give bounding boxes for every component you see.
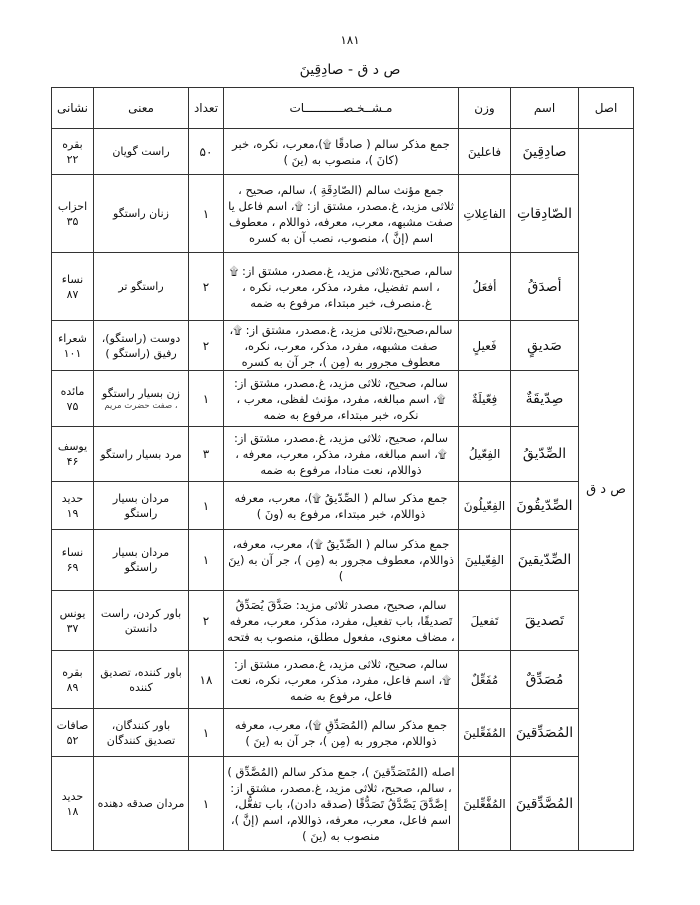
meaning-note: ، صفت حضرت مریم (104, 400, 178, 411)
word-cell: مُصَدِّقٌ (511, 651, 579, 709)
count-cell: ۲ (189, 253, 224, 321)
meaning-text: مردان بسیار راستگو (112, 491, 170, 520)
ref-name: نساء (61, 546, 84, 559)
wazn-cell: الفاعِلاتِ (459, 175, 511, 253)
word-cell: الصِّدّیقینَ (511, 530, 579, 591)
count-cell: ۳ (189, 427, 224, 482)
table-row (52, 253, 634, 321)
header-row (52, 88, 634, 129)
header-root: اصل (579, 88, 634, 129)
ref-name: بقره ۲۲ (62, 137, 83, 166)
ref-number: ۴۶ (66, 455, 79, 468)
ref-cell (52, 371, 94, 427)
wazn-cell: فاعلینَ (459, 129, 511, 175)
table-row (52, 175, 634, 253)
meaning-text: باور کنندگان، تصدیق کنندگان (106, 718, 176, 747)
ref-number: ۵۲ (66, 733, 79, 747)
meaning-cell (94, 129, 189, 175)
desc-cell: سالم، صحیح، مصدر ثلاثی مزید: صَدَّقَ یُصَدِّقُ تَصدیقًا، باب تفعیل، مفرد، مذکر، معرب، معرفه ، مضاف معنوی، مفعول مطلق، منصوب به فتحه (224, 591, 459, 651)
ref-cell (52, 757, 94, 851)
ref-cell (52, 427, 94, 482)
ref-number: ۱۹ (66, 506, 79, 520)
word-cell: صادِقِینَ (511, 129, 579, 175)
table-row (52, 651, 634, 709)
meaning-cell (94, 175, 189, 253)
word-cell: صِدّیقَةٌ (511, 371, 579, 427)
desc-cell: سالم،صحیح،ثلاثی مزید، غ.مصدر، مشتق از: ۩، صفت مشبهه، مفرد، مذکر، معرب، نکره، معطوف مجرور به (مِن )، جر آن به کسره (224, 321, 459, 371)
word-cell: أصدَقُ (511, 253, 579, 321)
root-cell: ص د ق (579, 129, 634, 851)
ref-name: یونس (59, 606, 86, 620)
ref-name: شعراء (58, 331, 87, 345)
meaning-cell (94, 253, 189, 321)
count-cell: ۱ (189, 482, 224, 530)
desc-cell: جمع مذکر سالم (المُصَدِّقِ ۩)، معرب، معرفه ذواللام، مجرور به (مِن )، جر آن به (ینَ ) (224, 709, 459, 757)
desc-cell: اصله (المُتَصَدِّقینَ )، جمع مذکر سالم (المُصَّدِّق ) ، سالم، صحیح، ثلاثی مزید، غ.مصدر، مشتق از: إصَّدَّقَ یَصَّدَّقُ تَصَدُّقًا (صدقه دادن)، باب تفعُّل، اسم فاعل، معرب، معرفه، ذواللام، اسم (إنَّ )، منصوب به (ینَ ) (224, 757, 459, 851)
wazn-cell: الفِعّیلُونَ (459, 482, 511, 530)
ref-number: ۳۵ (66, 214, 79, 228)
meaning-cell (94, 530, 189, 591)
meaning-cell (94, 757, 189, 851)
desc-cell: سالم، صحیح، ثلاثی مزید، غ.مصدر، مشتق از: ۩، اسم فاعل، مفرد، مذکر، معرب، نکره، نعت فاعل، مرفوع به ضمه (224, 651, 459, 709)
wazn-cell: تَفعیلَ (459, 591, 511, 651)
count-cell: ۱ (189, 709, 224, 757)
table-row (52, 482, 634, 530)
header-meaning: معنی (94, 88, 189, 129)
table-row (52, 371, 634, 427)
count-cell: ۱۸ (189, 651, 224, 709)
word-cell: الصّادِقاتِ (511, 175, 579, 253)
ref-name: بقره ۸۹ (62, 665, 83, 694)
meaning-text: مردان بسیار راستگو (112, 546, 170, 574)
desc-cell: جمع مذکر سالم ( الصِّدّیقُ ۩)، معرب، معرفه، ذواللام، معطوف مجرور به (مِن )، جر آن به (ینَ ) (224, 530, 459, 591)
meaning-text: زنان راستگو (113, 207, 169, 220)
ref-name: نساء (61, 272, 84, 286)
meaning-cell (94, 427, 189, 482)
page-number: ۱۸۱ (340, 33, 360, 47)
table-row (52, 427, 634, 482)
wazn-cell: المُفَعِّلینَ (459, 709, 511, 757)
ref-cell (52, 175, 94, 253)
table-row (52, 530, 634, 591)
ref-name: مائده (60, 384, 85, 398)
ref-cell (52, 651, 94, 709)
header-count: تعداد (189, 88, 224, 129)
meaning-cell (94, 321, 189, 371)
count-cell: ۱ (189, 371, 224, 427)
count-cell: ۱ (189, 175, 224, 253)
ref-number: ۱۰۱ (63, 346, 82, 360)
count-cell: ۱ (189, 757, 224, 851)
meaning-cell (94, 371, 189, 427)
meaning-text: زن بسیار راستگو (102, 386, 180, 400)
wazn-cell: فَعیلٍ (459, 321, 511, 371)
meaning-text: راستگو تر (118, 280, 164, 293)
header-ref: نشانی (52, 88, 94, 129)
word-cell: المُصَدِّقینَ (511, 709, 579, 757)
count-cell: ۲ (189, 591, 224, 651)
meaning-text: راست گویان (112, 145, 170, 158)
desc-cell: سالم، صحیح، ثلاثی مزید، غ.مصدر، مشتق از: ۩، اسم مبالغه، مفرد، مؤنث لفظی، معرب ، نکره، خبر مبتداء، مرفوع به ضمه (224, 371, 459, 427)
ref-cell (52, 482, 94, 530)
desc-cell: سالم، صحیح، ثلاثی مزید، غ.مصدر، مشتق از: ۩، اسم مبالغه، مفرد، مذکر، معرب، معرفه ، ذواللام، نعت منادا، مرفوع به ضمه (224, 427, 459, 482)
desc-cell: جمع مذکر سالم ( الصِّدّیقُ ۩)، معرب، معرفه ذواللام، خبر مبتداء، مرفوع به (ونَ ) (224, 482, 459, 530)
ref-cell (52, 530, 94, 591)
ref-number: ۷۵ (66, 399, 79, 413)
ref-number: ۸۷ (66, 287, 79, 301)
wazn-cell: أفعَلُ (459, 253, 511, 321)
wazn-cell: المُفَّعِّلینَ (459, 757, 511, 851)
ref-cell (52, 321, 94, 371)
page-title: ص د ق - صادِقِینَ (299, 62, 401, 78)
ref-number: ۳۷ (66, 621, 79, 635)
ref-name: صافات (56, 718, 89, 732)
word-cell: الصِّدّیقُونَ (511, 482, 579, 530)
ref-name: احزاب (57, 199, 88, 213)
wazn-cell: الفِعّیلُ (459, 427, 511, 482)
ref-cell (52, 129, 94, 175)
table-row (52, 129, 634, 175)
ref-cell (52, 253, 94, 321)
table-row (52, 709, 634, 757)
word-cell: المُصَّدِّقینَ (511, 757, 579, 851)
lexicon-table (51, 87, 634, 851)
header-desc: مـشــخـصـــــــــــات (224, 88, 459, 129)
meaning-cell (94, 709, 189, 757)
word-cell: الصِّدّیقُ (511, 427, 579, 482)
ref-cell (52, 591, 94, 651)
table-row (52, 321, 634, 371)
word-cell: صَدیقٍ (511, 321, 579, 371)
table-row (52, 591, 634, 651)
count-cell: ۲ (189, 321, 224, 371)
ref-name: حدید (61, 789, 84, 803)
ref-number: ۱۸ (66, 804, 79, 818)
ref-cell (52, 709, 94, 757)
desc-cell: سالم، صحیح،ثلاثی مزید، غ.مصدر، مشتق از: ۩ ، اسم تفضیل، مفرد، مذکر، معرب، نکره ، غ.منصرف، خبر مبتداء، مرفوع به ضمه (224, 253, 459, 321)
meaning-cell (94, 651, 189, 709)
count-cell: ۱ (189, 530, 224, 591)
wazn-cell: مُفَعِّلٌ (459, 651, 511, 709)
table-row (52, 757, 634, 851)
meaning-cell (94, 482, 189, 530)
meaning-text: مردان صدقه دهنده (97, 797, 185, 810)
ref-name: یوسف (57, 440, 88, 453)
meaning-text: باور کردن، راست دانستن (100, 606, 182, 635)
header-wazn: وزن (459, 88, 511, 129)
meaning-text: مرد بسیار راستگو (100, 447, 182, 461)
wazn-cell: فِعّیلَةٌ (459, 371, 511, 427)
wazn-cell: الفِعّیلینَ (459, 530, 511, 591)
header-word: اسم (511, 88, 579, 129)
count-cell: ۵۰ (189, 129, 224, 175)
ref-name: حدید (61, 491, 84, 505)
desc-cell: جمع مذکر سالم ( صادقًا ۩)،معرب، نکره، خبر (کانَ )، منصوب به (ینَ ) (224, 129, 459, 175)
desc-cell: جمع مؤنث سالم (الصّادِقَةِ )، سالم، صحیح ، ثلاثی مزید، غ.مصدر، مشتق از: ۩، اسم فاعل یا صفت مشبهه، معرب، معرفه، ذواللام ، معطوف اسم (إنَّ )، منصوب، نصب آن به کسره (224, 175, 459, 253)
word-cell: تَصدیقَ (511, 591, 579, 651)
ref-number: ۶۹ (66, 561, 79, 574)
meaning-text: باور کننده، تصدیق کننده (100, 665, 182, 694)
meaning-cell (94, 591, 189, 651)
meaning-text: دوست (راستگو)، رفیق (راستگو ) (101, 331, 181, 360)
